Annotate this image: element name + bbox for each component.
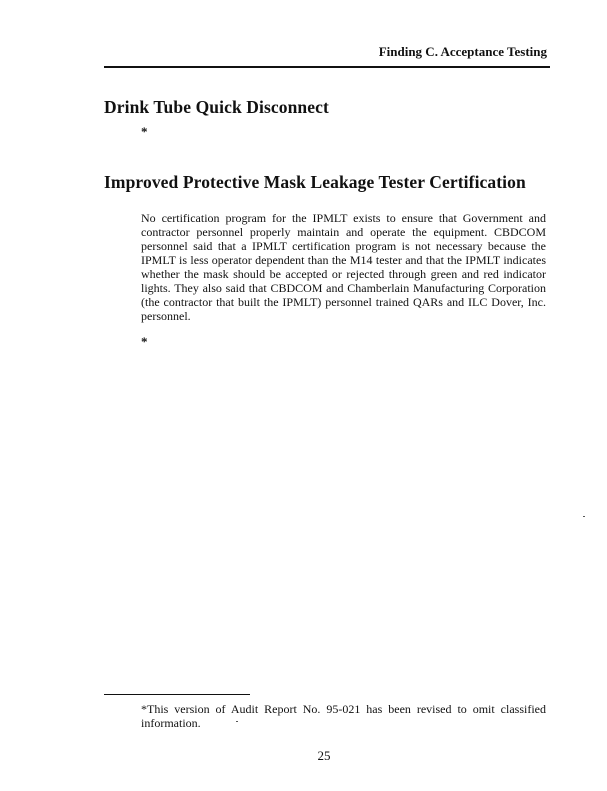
page-number: 25 [317, 748, 331, 763]
scan-speck [236, 721, 238, 722]
scan-speck [583, 516, 585, 517]
footnote-rule [104, 694, 250, 695]
classified-omission-marker: * [141, 334, 148, 349]
body-paragraph: No certification program for the IPMLT exists to ensure that Government and contractor personnel properly maintain and operate the equipment. CBDCOM personnel said that a IPMLT certification program is not necessary because the IPMLT is less operator dependent than the M14 tester and that the IPMLT indicates whether the mask should be accepted or rejected through green and red indicator lights. They also said that CBDCOM and Chamberlain Manufacturing Corporation (the contractor that built the IPMLT) personnel trained QARs and ILC Dover, Inc. personnel. [141, 211, 546, 323]
header-rule [104, 66, 550, 68]
running-header: Finding C. Acceptance Testing [378, 44, 547, 59]
section-heading-ipmlt-certification: Improved Protective Mask Leakage Tester Certification [104, 172, 526, 192]
footnote: *This version of Audit Report No. 95-021 has been revised to omit classified information. [141, 702, 546, 730]
classified-omission-marker: * [141, 124, 148, 139]
section-heading-drink-tube: Drink Tube Quick Disconnect [104, 97, 329, 117]
